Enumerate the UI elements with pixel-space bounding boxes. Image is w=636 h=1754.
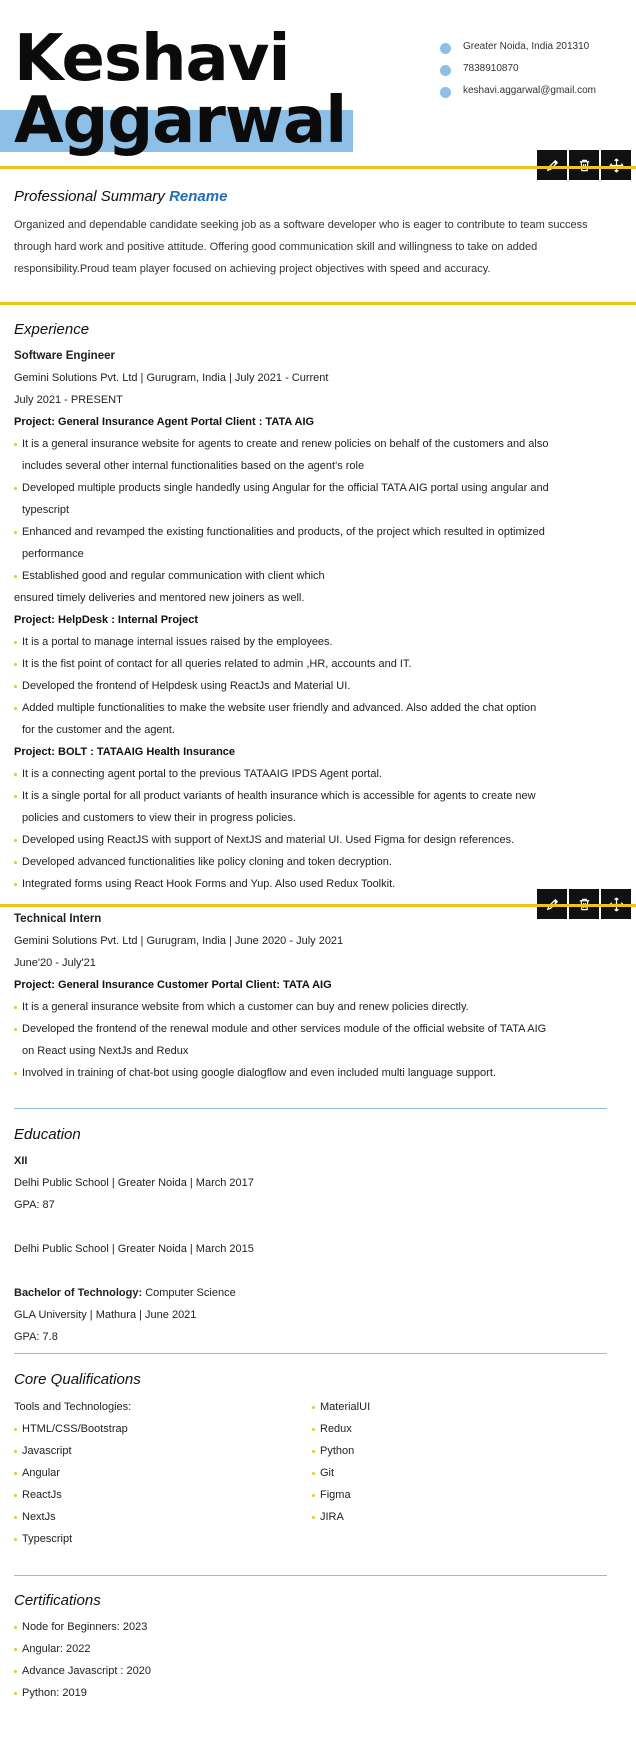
list-item: HTML/CSS/Bootstrap — [14, 1418, 131, 1440]
education-heading: Education — [14, 1126, 81, 1143]
school-info: Delhi Public School | Greater Noida | March 2017 — [14, 1177, 254, 1189]
contact-phone: 7838910870 — [438, 62, 628, 76]
phone-bullet-icon — [440, 65, 451, 76]
list-item: Developed the frontend of Helpdesk using ReactJs and Material UI. — [14, 675, 614, 697]
trash-icon — [577, 158, 592, 173]
experience-heading: Experience — [14, 321, 90, 338]
list-item: Git — [312, 1462, 370, 1484]
education-list — [14, 1150, 614, 1348]
list-item-continuation: policies and customers to view their in progress policies. — [22, 812, 296, 824]
certifications-heading: Certifications — [14, 1592, 101, 1609]
job-title: Technical Intern — [14, 913, 102, 925]
job-company: Gemini Solutions Pvt. Ltd | Gurugram, India | July 2021 - Current — [14, 372, 329, 384]
degree-title: XII — [14, 1155, 28, 1167]
job-software-engineer — [14, 345, 614, 895]
list-item: Angular — [14, 1462, 131, 1484]
list-item-continuation: performance — [22, 548, 84, 560]
list-item-continuation: includes several other internal functionalities based on the agent's role — [22, 460, 365, 472]
list-item: ReactJs — [14, 1484, 131, 1506]
list-item: Node for Beginners: 2023 — [14, 1616, 614, 1638]
gpa: GPA: 87 — [14, 1199, 55, 1211]
qualifications-col-1 — [14, 1396, 131, 1550]
list-item: Developed using ReactJS with support of NextJS and material UI. Used Figma for design references. — [14, 829, 614, 851]
list-item-continuation: ensured timely deliveries and mentored new joiners as well. — [14, 592, 305, 604]
list-item: JIRA — [312, 1506, 370, 1528]
list-item: It is a general insurance website for agents to create and renew policies on behalf of the customers and also — [14, 433, 614, 455]
contact-info — [438, 40, 628, 106]
qualifications-col-2 — [312, 1396, 370, 1528]
list-item: It is a portal to manage internal issues raised by the employees. — [14, 631, 614, 653]
summary-bottom-divider — [0, 302, 636, 305]
list-item-continuation: typescript — [22, 504, 70, 516]
qualifications-heading: Core Qualifications — [14, 1371, 141, 1388]
list-item: NextJs — [14, 1506, 131, 1528]
certifications-divider — [14, 1575, 607, 1576]
project-title: Project: HelpDesk : Internal Project — [14, 614, 198, 626]
email-bullet-icon — [440, 87, 451, 98]
certifications-list — [14, 1616, 614, 1704]
list-item-continuation: on React using NextJs and Redux — [22, 1045, 189, 1057]
list-item: MaterialUI — [312, 1396, 370, 1418]
list-item: It is a general insurance website from which a customer can buy and renew policies directly. — [14, 996, 614, 1018]
education-divider — [14, 1108, 607, 1109]
contact-location: Greater Noida, India 201310 — [438, 40, 628, 54]
project-title: Project: General Insurance Agent Portal Client : TATA AIG — [14, 416, 315, 428]
list-item: Developed advanced functionalities like policy cloning and token decryption. — [14, 851, 614, 873]
gpa: GPA: 7.8 — [14, 1331, 58, 1343]
degree-line: Bachelor of Technology: Computer Science — [14, 1287, 236, 1299]
location-bullet-icon — [440, 43, 451, 54]
list-item: It is a single portal for all product variants of health insurance which is accessible for agents to create new — [14, 785, 614, 807]
move-arrows-icon — [609, 158, 624, 173]
list-item: Python: 2019 — [14, 1682, 614, 1704]
list-item: Developed the frontend of the renewal module and other services module of the official website of TATA AIG — [14, 1018, 614, 1040]
job-company: Gemini Solutions Pvt. Ltd | Gurugram, India | June 2020 - July 2021 — [14, 935, 344, 947]
school-info: Delhi Public School | Greater Noida | March 2015 — [14, 1243, 254, 1255]
delete-button[interactable] — [569, 150, 599, 180]
school-info: GLA University | Mathura | June 2021 — [14, 1309, 197, 1321]
list-item: Redux — [312, 1418, 370, 1440]
job-title: Software Engineer — [14, 350, 115, 362]
list-item: Javascript — [14, 1440, 131, 1462]
job-dates: June'20 - July'21 — [14, 957, 96, 969]
list-item-continuation: for the customer and the agent. — [22, 724, 175, 736]
list-item: Advance Javascript : 2020 — [14, 1660, 614, 1682]
job-dates: July 2021 - PRESENT — [14, 394, 123, 406]
move-button[interactable] — [601, 150, 631, 180]
list-item: Typescript — [14, 1528, 131, 1550]
list-item: It is the fist point of contact for all queries related to admin ,HR, accounts and IT. — [14, 653, 614, 675]
list-item: Involved in training of chat-bot using google dialogflow and even included multi language support. — [14, 1062, 614, 1084]
list-item: Added multiple functionalities to make the website user friendly and advanced. Also added the chat option — [14, 697, 614, 719]
project-title: Project: BOLT : TATAAIG Health Insurance — [14, 746, 236, 758]
list-item: Figma — [312, 1484, 370, 1506]
edit-button[interactable] — [537, 150, 567, 180]
qualifications-divider — [14, 1353, 607, 1354]
last-name: Aggarwal — [14, 84, 347, 158]
list-item: Developed multiple products single handedly using Angular for the official TATA AIG portal using angular and — [14, 477, 614, 499]
job-divider — [0, 904, 636, 907]
pencil-icon — [545, 158, 560, 173]
summary-text: Organized and dependable candidate seeking job as a software developer who is eager to contribute to team success through hard work and positive attitude. Offering good communication skill and willingness to take on added responsibility.Proud team player focused on achieving project objectives with speed and accuracy. — [14, 219, 588, 275]
summary-heading: Professional Summary Rename — [14, 188, 228, 205]
list-item: Python — [312, 1440, 370, 1462]
contact-email: keshavi.aggarwal@gmail.com — [438, 84, 628, 98]
list-item: Integrated forms using React Hook Forms and Yup. Also used Redux Toolkit. — [14, 873, 614, 895]
first-name: Keshavi — [14, 22, 290, 96]
rename-link[interactable]: Rename — [169, 188, 228, 205]
last-name-wrap — [0, 84, 347, 158]
list-item: It is a connecting agent portal to the previous TATAAIG IPDS Agent portal. — [14, 763, 614, 785]
list-item: Enhanced and revamped the existing functionalities and products, of the project which resulted in optimized — [14, 521, 614, 543]
list-heading: Tools and Technologies: — [14, 1401, 132, 1413]
list-item: Established good and regular communication with client which — [14, 565, 614, 587]
list-item: Angular: 2022 — [14, 1638, 614, 1660]
name-block — [0, 22, 347, 158]
summary-top-divider — [0, 166, 636, 169]
section-toolbar-summary — [537, 150, 631, 180]
job-technical-intern — [14, 908, 614, 1084]
project-title: Project: General Insurance Customer Portal Client: TATA AIG — [14, 979, 332, 991]
